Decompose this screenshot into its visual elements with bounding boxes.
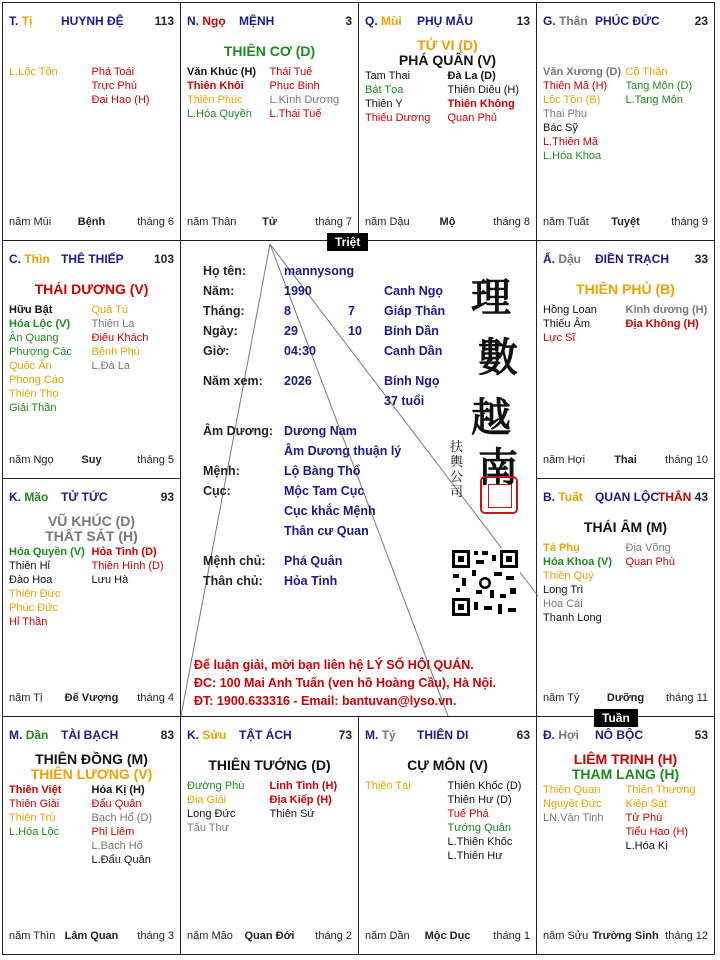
palace-branch: Tị [21,14,33,28]
minor-star: L.Thiên Hư [447,850,503,862]
major-star: THIÊN PHỦ (B) [576,281,675,297]
value-nam-xem: 2026 [284,374,312,388]
minor-star: Văn Khúc (H) [187,66,257,78]
palace-stem: M. [9,728,23,742]
palace-number-value: 113 [154,14,174,28]
minor-star: Hỏa Tinh (D) [91,546,157,558]
footer-year: năm Mão [187,930,233,942]
palace-number-value: 83 [160,728,174,742]
value-cuc: Mộc Tam Cục [284,484,365,498]
calligraphy-char-3: 越 [471,394,511,441]
value-thang-solar: 8 [284,304,291,318]
footer-month: tháng 8 [493,216,530,228]
footer-stage: Mộ [439,216,456,228]
qr-code [450,548,520,618]
palace-stem: G. [543,14,556,28]
minor-star: Thiên Quý [543,570,594,582]
minor-star: Thiếu Âm [543,318,591,330]
minor-star: L.Lộc Tồn [9,66,58,78]
minor-star: Hóa Quyền (V) [9,546,85,558]
minor-star: Kiếp Sát [625,798,668,810]
minor-star: Tam Thai [365,70,411,82]
minor-star: Đào Hoa [9,574,53,586]
minor-star: Long Trì [543,584,584,596]
minor-star: Bác Sỹ [543,122,578,134]
footer-year: năm Tị [9,692,43,704]
vertical-company-text: 扶輿公司 [450,440,464,500]
value-nam-solar: 1990 [284,284,312,298]
minor-star: L.Đà La [91,360,131,372]
minor-star: Điếu Khách [91,332,149,344]
major-star: THIÊN LƯƠNG (V) [30,766,153,782]
minor-star: Quả Tú [91,304,128,316]
minor-star: Thiên Hỉ [9,560,50,572]
than-marker: THÂN [657,490,692,504]
minor-star: Tướng Quân [447,822,511,834]
palace-stem: M. [365,728,379,742]
major-star: LIÊM TRINH (H) [573,751,678,767]
footer-stage: Bệnh [77,216,106,228]
major-star: THÁI DƯƠNG (V) [34,281,149,297]
minor-star: Thiên Sứ [269,808,315,820]
palace-name: TÀI BẠCH [61,728,119,742]
footer-stage: Quan Đới [244,930,295,942]
palace-branch: Hợi [558,728,579,742]
minor-star: Linh Tinh (H) [269,780,338,792]
minor-star: Thiên Khốc (D) [447,780,522,792]
palace-branch: Ngọ [202,14,226,28]
label-ngay: Ngày: [203,324,238,338]
footer-month: tháng 3 [137,930,174,942]
palace-name: PHỤ MẪU [417,14,473,28]
value-ngay-lunar: 10 [348,324,362,338]
value-tuoi: 37 tuổi [384,394,425,408]
label-than-chu: Thân chủ: [203,574,263,588]
palace-branch: Mão [24,490,49,504]
palace-stem: C. [9,252,21,266]
palace-number-value: 33 [694,252,708,266]
minor-star: Hóa Khoa (V) [543,556,613,568]
value-than-chu: Hỏa Tinh [284,574,338,588]
minor-star: L.Thiên Khốc [447,836,513,848]
minor-star: Tả Phụ [543,542,580,554]
palace-name: THÊ THIẾP [61,252,124,266]
triet-marker: Triệt [327,233,368,251]
label-thang: Tháng: [203,304,245,318]
minor-star: Đà La (D) [447,70,496,82]
footer-stage: Trường Sinh [592,930,659,942]
minor-star: Quan Phủ [447,112,498,124]
palace-stem: K. [187,728,199,742]
palace-name: TẬT ÁCH [239,728,292,742]
label-nam: Năm: [203,284,235,298]
minor-star: Tử Phù [625,812,663,824]
minor-star: Hoa Cái [543,598,583,610]
palace-name: THIÊN DI [417,728,469,742]
palace-stem: N. [187,14,199,28]
footer-stage: Tử [262,216,277,228]
minor-star: LN.Văn Tinh [543,812,604,824]
footer-month: tháng 4 [137,692,174,704]
value-gio-canchi: Canh Dần [384,344,443,358]
palace-name: HUYNH ĐỆ [61,14,124,28]
footer-month: tháng 6 [137,216,174,228]
major-star: THẤT SÁT (H) [45,528,138,544]
major-star: THIÊN CƠ (D) [223,43,316,59]
minor-star: L.Hóa Quyền [187,108,252,120]
minor-star: Thiên Hình (D) [91,560,164,572]
label-gio: Giờ: [203,344,230,358]
minor-star: L.Hóa Lộc [9,826,60,838]
value-thang-lunar: 7 [348,304,355,318]
minor-star: Địa Giải [187,794,227,806]
minor-star: Thiên Thọ [9,388,59,400]
minor-star: L.Hóa Kị [625,840,668,852]
minor-star: Thiên Y [365,98,403,110]
label-menh: Mệnh: [203,464,240,478]
minor-star: Bạch Hổ (D) [91,812,153,824]
calligraphy-char-2: 數 [478,334,518,381]
footer-month: tháng 12 [665,930,708,942]
minor-star: Thanh Long [543,612,602,624]
calligraphy-char-1: 理 [471,274,511,321]
minor-star: Hỉ Thần [9,616,48,628]
minor-star: Thiên Đức [9,588,61,600]
minor-star: Phượng Các [9,346,72,358]
palace-number-value: 3 [345,14,352,28]
major-star: THAM LANG (H) [571,766,680,782]
minor-star: Quốc Ấn [9,360,52,372]
palace-branch: Dần [25,728,49,742]
minor-star: Ân Quang [9,332,59,344]
palace-stem: Đ. [543,728,555,742]
palace-stem: T. [9,14,19,28]
footer-year: năm Thìn [9,930,56,942]
footer-stage: Đế Vượng [64,692,119,704]
palace-name: ĐIỀN TRẠCH [595,252,669,266]
palace-stem: Q. [365,14,378,28]
value-thang-canchi: Giáp Thân [384,304,446,318]
center-info-panel [178,240,536,716]
value-menh: Lộ Bàng Thổ [284,464,361,478]
palace-branch: Mùi [381,14,402,28]
minor-star: Hữu Bật [9,304,53,316]
palace-branch: Tý [381,728,396,742]
palace-stem: K. [9,490,21,504]
minor-star: L.Kình Dương [269,94,340,106]
palace-number-value: 13 [516,14,530,28]
minor-star: Thiên Khôi [187,80,244,92]
palace-name: QUAN LỘC [595,490,659,504]
value-am-duong: Dương Nam [284,424,357,438]
major-star: THIÊN TƯỚNG (D) [208,757,331,773]
footer-month: tháng 1 [493,930,530,942]
minor-star: Hồng Loan [543,304,597,316]
footer-month: tháng 10 [665,454,708,466]
palace-number-value: 23 [694,14,708,28]
minor-star: Nguyệt Đức [543,798,602,810]
minor-star: Thiên Quan [543,784,601,796]
minor-star: Hóa Kị (H) [91,784,145,796]
major-star: TỬ VI (D) [417,37,478,53]
palace-number-value: 53 [694,728,708,742]
footer-stage: Suy [81,454,102,466]
minor-star: Thiên Giải [9,798,60,810]
palace-stem: B. [543,490,555,504]
footer-month: tháng 5 [137,454,174,466]
palace-name: TỬ TỨC [61,490,108,504]
major-star: THÁI ÂM (M) [583,519,668,535]
value-menh-chu: Phá Quân [284,554,343,568]
footer-year: năm Hợi [543,454,586,466]
footer-month: tháng 2 [315,930,352,942]
footer-month: tháng 9 [671,216,708,228]
major-star: VŨ KHÚC (D) [47,513,136,529]
minor-star: Giải Thần [9,402,57,414]
minor-star: Lộc Tồn (B) [543,94,601,106]
minor-star: L.Thiên Mã [543,136,599,148]
footer-year: năm Sửu [543,930,589,942]
minor-star: Phi Liêm [91,826,135,838]
major-star: THIÊN ĐỒNG (M) [35,751,148,767]
minor-star: Thiên Không [447,98,515,110]
minor-star: L.Hóa Khoa [543,150,602,162]
minor-star: Lưu Hà [91,574,129,586]
value-than-cu: Thân cư Quan [284,524,369,538]
minor-star: Địa Kiếp (H) [269,794,332,806]
minor-star: L.Đẩu Quân [91,854,151,866]
minor-star: Thiên Việt [9,784,62,796]
palace-number-value: 63 [516,728,530,742]
minor-star: Phong Cáo [9,374,65,386]
footer-year: năm Tý [543,692,580,704]
tuan-marker: Tuần [594,709,638,727]
value-ngay-solar: 29 [284,324,298,338]
contact-line-3: ĐT: 1900.633316 - Email: bantuvan@lyso.vn. [194,694,457,708]
value-ngay-canchi: Bính Dần [384,324,439,338]
value-nam-canchi: Canh Ngọ [384,284,444,298]
footer-stage: Lâm Quan [64,930,119,942]
minor-star: Tấu Thư [187,822,230,834]
palace-branch: Sửu [202,728,227,742]
minor-star: Bệnh Phù [91,346,140,358]
minor-star: Đại Hao (H) [91,94,150,106]
minor-star: Kình dương (H) [625,304,708,316]
minor-star: Tiểu Hao (H) [625,826,689,838]
calligraphy-char-4: 南 [478,444,518,491]
palace-number-value: 103 [153,252,174,266]
value-am-duong-ly: Âm Dương thuận lý [284,444,402,458]
label-am-duong: Âm Dương: [203,424,274,438]
footer-stage: Tuyệt [611,216,640,228]
palace-branch: Tuất [558,490,583,504]
minor-star: Phúc Đức [9,602,58,614]
palace-number-value: 43 [694,490,708,504]
minor-star: Thiên Phúc [187,94,243,106]
palace-branch: Thân [559,14,588,28]
minor-star: Tang Môn (D) [625,80,693,92]
palace-name: PHÚC ĐỨC [595,14,660,28]
label-menh-chu: Mệnh chủ: [203,554,266,568]
palace-branch: Dậu [558,252,582,266]
minor-star: L.Tang Môn [625,94,683,106]
minor-star: Thiên La [91,318,135,330]
minor-star: Thiên Thương [625,784,696,796]
minor-star: Thai Phụ [543,108,588,120]
major-star: CỰ MÔN (V) [407,757,488,773]
minor-star: Địa Võng [625,542,671,554]
footer-month: tháng 7 [315,216,352,228]
minor-star: Thiên Diêu (H) [447,84,520,96]
label-nam-xem: Năm xem: [203,374,263,388]
label-ho-ten: Họ tên: [203,264,247,278]
footer-year: năm Dậu [365,216,410,228]
minor-star: Trực Phù [91,80,137,92]
value-gio: 04:30 [284,344,316,358]
footer-stage: Thai [614,454,637,466]
palace-branch: Thìn [24,252,50,266]
minor-star: Văn Xương (D) [543,66,622,78]
minor-star: Thiên Tài [365,780,411,792]
footer-stage: Mộc Dục [424,930,471,942]
footer-year: năm Ngọ [9,454,54,466]
minor-star: Đẩu Quân [91,798,142,810]
minor-star: Địa Không (H) [625,318,699,330]
minor-star: L.Bạch Hổ [91,840,143,852]
minor-star: Thiên Mã (H) [543,80,608,92]
footer-year: năm Dần [365,930,410,942]
footer-year: năm Tuất [543,216,589,228]
palace-number-value: 73 [338,728,352,742]
minor-star: Cô Thần [625,66,668,78]
value-cuc-relation: Cục khắc Mệnh [284,504,376,518]
value-ho-ten: mannysong [284,264,355,278]
footer-year: năm Mùi [9,216,52,228]
minor-star: Hóa Lộc (V) [9,318,71,330]
palace-name: NÔ BỘC [595,728,643,742]
minor-star: Thiên Hư (D) [447,794,512,806]
minor-star: Tuế Phá [447,808,489,820]
contact-line-1: Để luận giải, mời bạn liên hệ LÝ SỐ HỘI QUÁN. [194,658,474,672]
label-cuc: Cục: [203,484,231,498]
footer-year: năm Thân [187,216,237,228]
seal-stamp [480,476,518,514]
minor-star: Đường Phù [187,780,245,792]
footer-month: tháng 11 [665,692,708,704]
minor-star: Thiếu Dương [365,112,431,124]
palace-stem: Ấ. [543,252,555,266]
minor-star: Quan Phù [625,556,676,568]
minor-star: Lực Sĩ [543,332,576,344]
palace-number-value: 93 [160,490,174,504]
minor-star: Thiên Trù [9,812,56,824]
value-nam-xem-canchi: Bính Ngọ [384,374,440,388]
minor-star: Long Đức [187,808,236,820]
minor-star: Bát Tọa [365,84,404,96]
contact-line-2: ĐC: 100 Mai Anh Tuấn (ven hồ Hoàng Cầu), Hà Nội. [194,676,497,690]
minor-star: Thái Tuế [269,66,313,78]
minor-star: Phá Toái [91,66,135,78]
footer-stage: Dưỡng [606,692,645,704]
palace-name: MỆNH [239,14,275,28]
major-star: PHÁ QUÂN (V) [398,52,497,68]
minor-star: Phục Binh [269,80,320,92]
minor-star: L.Thái Tuế [269,108,322,120]
